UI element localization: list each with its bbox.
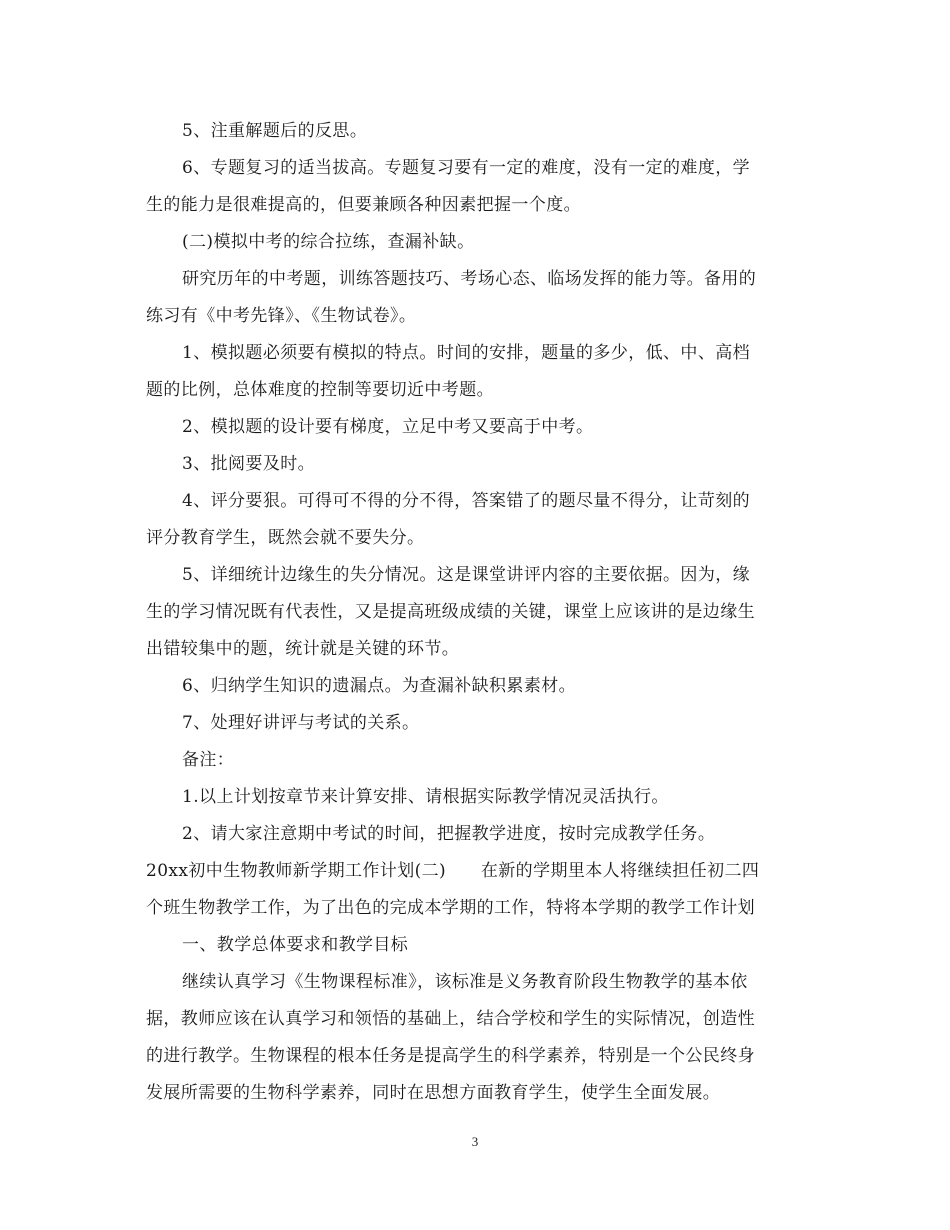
text-line: 题的比例，总体难度的控制等要切近中考题。 [146, 380, 494, 400]
text-line: 个班生物教学工作，为了出色的完成本学期的工作，特将本学期的教学工作计划 [146, 898, 755, 918]
text-line: 备注： [182, 750, 235, 770]
text-line: 6、归纳学生知识的遗漏点。为查漏补缺积累素材。 [182, 676, 577, 696]
text-line: 1.以上计划按章节来计算安排、请根据实际教学情况灵活执行。 [182, 787, 669, 807]
text-line: 6、专题复习的适当拔高。专题复习要有一定的难度，没有一定的难度，学 [182, 158, 751, 178]
text-line: 练习有《中考先锋》、《生物试卷》。 [146, 306, 417, 326]
text-line: 据，教师应该在认真学习和领悟的基础上，结合学校和学生的实际情况，创造性 [146, 1009, 755, 1029]
text-line: 发展所需要的生物科学素养，同时在思想方面教育学生，使学生全面发展。 [146, 1083, 721, 1103]
text-line: 20xx初中生物教师新学期工作计划(二) 在新的学期里本人将继续担任初二四 [146, 861, 760, 881]
text-line: 4、评分要狠。可得可不得的分不得，答案错了的题尽量不得分，让苛刻的 [182, 491, 751, 511]
text-line: 5、注重解题后的反思。 [182, 121, 368, 141]
text-line: 一、教学总体要求和教学目标 [182, 935, 409, 955]
text-line: 2、请大家注意期中考试的时间，把握教学进度，按时完成教学任务。 [182, 824, 716, 844]
text-line: 研究历年的中考题，训练答题技巧、考场心态、临场发挥的能力等。备用的 [182, 269, 757, 289]
text-line: 7、处理好讲评与考试的关系。 [182, 713, 420, 733]
text-line: 1、模拟题必须要有模拟的特点。时间的安排，题量的多少，低、中、高档 [182, 343, 751, 363]
text-line: 评分教育学生，既然会就不要失分。 [146, 528, 425, 548]
text-line: 的进行教学。生物课程的根本任务是提高学生的科学素养，特别是一个公民终身 [146, 1046, 755, 1066]
text-line: 3、批阅要及时。 [182, 454, 316, 474]
text-line: (二)模拟中考的综合拉练，查漏补缺。 [182, 232, 475, 252]
document-body [146, 113, 806, 1112]
page-number: 3 [471, 1134, 479, 1149]
text-line: 生的学习情况既有代表性，又是提高班级成绩的关键，课堂上应该讲的是边缘生 [146, 602, 755, 622]
text-line: 生的能力是很难提高的，但要兼顾各种因素把握一个度。 [146, 195, 581, 215]
text-line: 2、模拟题的设计要有梯度，立足中考又要高于中考。 [182, 417, 594, 437]
text-line: 出错较集中的题，统计就是关键的环节。 [146, 639, 460, 659]
text-line: 继续认真学习《生物课程标准》，该标准是义务教育阶段生物教学的基本依 [182, 972, 748, 992]
text-line: 5、详细统计边缘生的失分情况。这是课堂讲评内容的主要依据。因为，缘 [182, 565, 751, 585]
